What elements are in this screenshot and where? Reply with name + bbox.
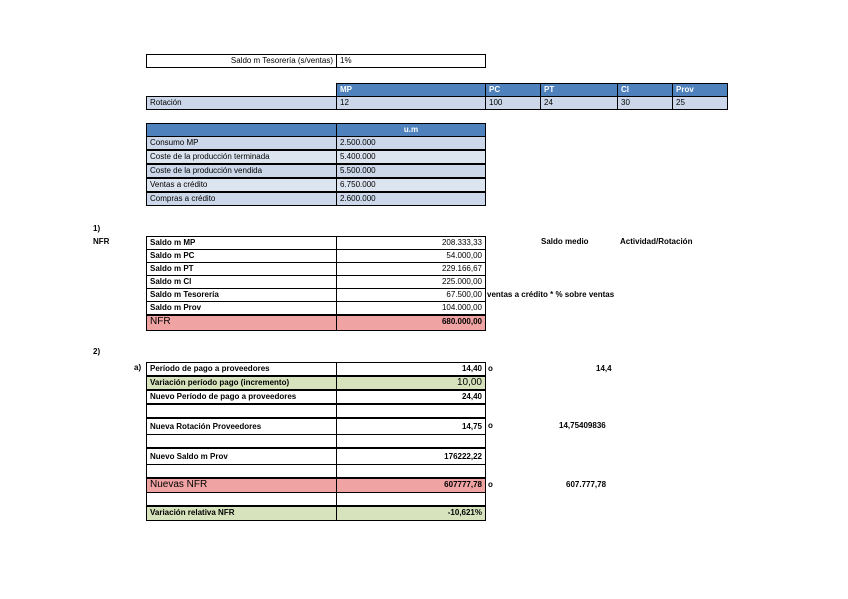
cost-value-consumo-mp[interactable]: 2.500.000 xyxy=(336,136,486,150)
rotation-header-pt[interactable]: PT xyxy=(540,83,618,97)
rotation-header-prov[interactable]: Prov xyxy=(672,83,728,97)
nfr-label-saldo-cl[interactable]: Saldo m Cl xyxy=(146,275,337,289)
nfr-label-saldo-pc[interactable]: Saldo m PC xyxy=(146,249,337,263)
rotation-header-blank[interactable]: MP xyxy=(336,83,486,97)
section2-number: 2) xyxy=(93,347,101,356)
nfr-value-saldo-tesoreria[interactable]: 67.500,00 xyxy=(336,288,486,302)
nuevas-nfr-value[interactable]: 607777,78 xyxy=(336,478,486,493)
nueva-rotacion-alt: 14,75409836 xyxy=(559,421,606,430)
tesoreria-formula-note: ventas a crédito * % sobre ventas xyxy=(487,290,615,299)
section2-sub-a: a) xyxy=(134,363,142,372)
rotation-prov-value[interactable]: 25 xyxy=(672,96,728,110)
rotation-mp-value[interactable]: 12 xyxy=(336,96,486,110)
note-actividad-rotacion: Actividad/Rotación xyxy=(620,237,693,246)
nfr-total-value[interactable]: 680.000,00 xyxy=(336,315,486,331)
rotation-row-label[interactable]: Rotación xyxy=(146,96,337,110)
periodo-pago-label[interactable]: Período de pago a proveedores xyxy=(146,362,337,376)
blank-row-1-value[interactable] xyxy=(336,404,486,418)
blank-row-2-value[interactable] xyxy=(336,434,486,448)
nueva-rotacion-o: o xyxy=(488,421,493,430)
nuevas-nfr-label[interactable]: Nuevas NFR xyxy=(146,478,337,493)
note-saldo-medio: Saldo medio xyxy=(541,237,589,246)
blank-row-4[interactable] xyxy=(146,492,337,506)
section1-side-label: NFR xyxy=(93,237,110,246)
nuevo-saldo-prov-label[interactable]: Nuevo Saldo m Prov xyxy=(146,448,337,465)
blank-row-3-value[interactable] xyxy=(336,464,486,478)
nfr-label-saldo-pt[interactable]: Saldo m PT xyxy=(146,262,337,276)
nfr-value-saldo-pt[interactable]: 229.166,67 xyxy=(336,262,486,276)
cost-label-consumo-mp[interactable]: Consumo MP xyxy=(146,136,337,150)
costs-header-blank[interactable] xyxy=(146,123,337,137)
section1-number: 1) xyxy=(93,224,101,233)
variacion-periodo-label[interactable]: Variación período pago (incremento) xyxy=(146,376,337,390)
nueva-rotacion-value[interactable]: 14,75 xyxy=(336,418,486,435)
nfr-label-saldo-mp[interactable]: Saldo m MP xyxy=(146,236,337,250)
nueva-rotacion-label[interactable]: Nueva Rotación Proveedores xyxy=(146,418,337,435)
periodo-pago-o: o xyxy=(488,364,493,373)
nuevo-periodo-value[interactable]: 24,40 xyxy=(336,390,486,404)
nfr-label-saldo-prov[interactable]: Saldo m Prov xyxy=(146,301,337,315)
rotation-header-pc[interactable]: PC xyxy=(485,83,541,97)
nfr-value-saldo-cl[interactable]: 225.000,00 xyxy=(336,275,486,289)
nfr-value-saldo-pc[interactable]: 54.000,00 xyxy=(336,249,486,263)
costs-header-um[interactable]: u.m xyxy=(336,123,486,137)
cost-value-compras-credito[interactable]: 2.600.000 xyxy=(336,192,486,206)
rotation-pt-value[interactable]: 24 xyxy=(540,96,618,110)
rotation-header-cl[interactable]: Cl xyxy=(617,83,673,97)
cost-label-produccion-terminada[interactable]: Coste de la producción terminada xyxy=(146,150,337,164)
rotation-pc-value[interactable]: 100 xyxy=(485,96,541,110)
nfr-value-saldo-prov[interactable]: 104.000,00 xyxy=(336,301,486,315)
nfr-label-saldo-tesoreria[interactable]: Saldo m Tesorería xyxy=(146,288,337,302)
rotation-cl-value[interactable]: 30 xyxy=(617,96,673,110)
nuevo-periodo-label[interactable]: Nuevo Período de pago a proveedores xyxy=(146,390,337,404)
nuevas-nfr-alt: 607.777,78 xyxy=(566,480,607,489)
cost-value-produccion-terminada[interactable]: 5.400.000 xyxy=(336,150,486,164)
saldo-tesoreria-value[interactable]: 1% xyxy=(336,54,486,68)
cost-label-produccion-vendida[interactable]: Coste de la producción vendida xyxy=(146,164,337,178)
blank-row-3[interactable] xyxy=(146,464,337,478)
blank-row-2[interactable] xyxy=(146,434,337,448)
periodo-pago-value[interactable]: 14,40 xyxy=(336,362,486,376)
nfr-value-saldo-mp[interactable]: 208.333,33 xyxy=(336,236,486,250)
nuevo-saldo-prov-value[interactable]: 176222,22 xyxy=(336,448,486,465)
cost-label-compras-credito[interactable]: Compras a crédito xyxy=(146,192,337,206)
blank-row-4-value[interactable] xyxy=(336,492,486,506)
nuevas-nfr-o: o xyxy=(488,480,493,489)
nfr-total-label[interactable]: NFR xyxy=(146,315,337,331)
variacion-relativa-nfr-value[interactable]: -10,621% xyxy=(336,506,486,521)
cost-label-ventas-credito[interactable]: Ventas a crédito xyxy=(146,178,337,192)
blank-row-1[interactable] xyxy=(146,404,337,418)
variacion-relativa-nfr-label[interactable]: Variación relativa NFR xyxy=(146,506,337,521)
cost-value-ventas-credito[interactable]: 6.750.000 xyxy=(336,178,486,192)
saldo-tesoreria-label[interactable]: Saldo m Tesorería (s/ventas) xyxy=(146,54,337,68)
variacion-periodo-value[interactable]: 10,00 xyxy=(336,376,486,390)
periodo-pago-alt: 14,4 xyxy=(596,364,612,373)
cost-value-produccion-vendida[interactable]: 5.500.000 xyxy=(336,164,486,178)
